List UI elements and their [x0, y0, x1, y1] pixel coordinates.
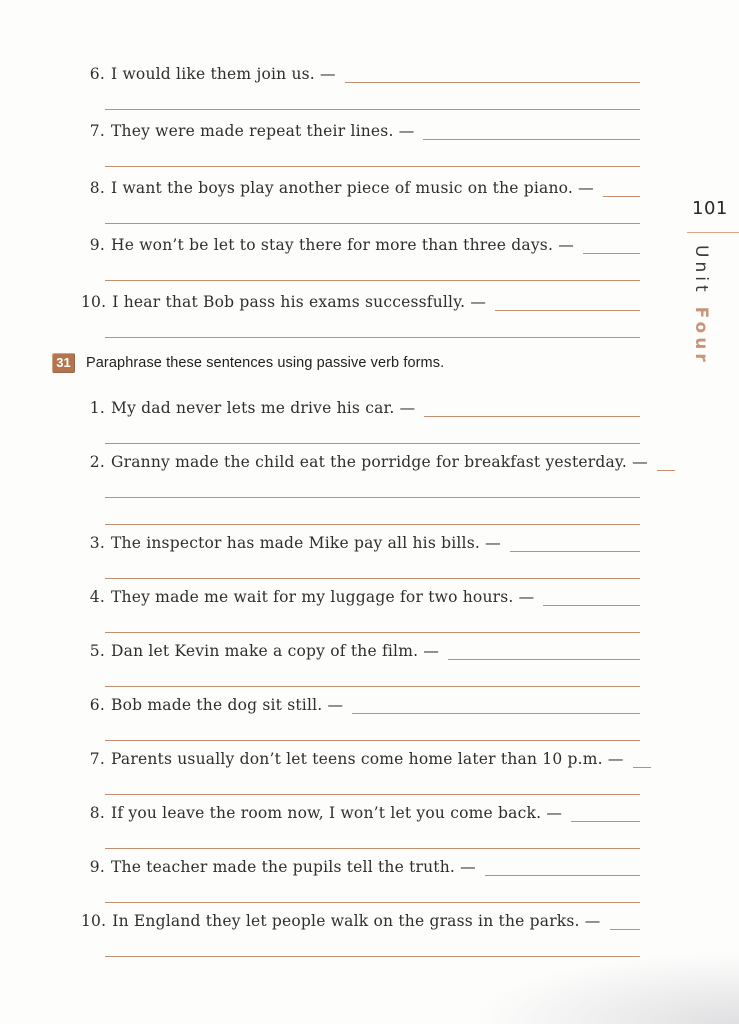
sentence-row: [81, 749, 640, 769]
item-sentence: If you leave the room now, I won’t let you come back. —: [111, 804, 563, 822]
answer-continuation-line: [105, 578, 640, 579]
answer-continuation-line: [105, 686, 640, 687]
answer-continuation-line: [105, 443, 640, 444]
sentence-row: [81, 292, 640, 312]
item-number: 10.: [81, 293, 107, 311]
answer-continuation-line: [105, 632, 640, 633]
answer-blank-line: [345, 82, 640, 83]
item-number: 4.: [89, 588, 105, 606]
exercise-item: [81, 64, 640, 110]
sentence-row: [81, 857, 640, 877]
sentence-row: [81, 587, 640, 607]
item-number: 9.: [89, 858, 105, 876]
sentence-row: [81, 803, 640, 823]
exercise-item: [81, 121, 640, 167]
page-content: [56, 0, 648, 965]
answer-continuation-line: [105, 109, 640, 110]
exercise-item: [81, 452, 648, 525]
answer-continuation-line: [105, 497, 640, 498]
answer-continuation-line: [105, 956, 640, 957]
answer-blank-line: [543, 605, 640, 606]
item-sentence: Granny made the child eat the porridge for breakfast yesterday. —: [111, 453, 648, 471]
item-number: 8.: [89, 179, 105, 197]
item-sentence: They were made repeat their lines. —: [111, 122, 415, 140]
exercise-item: [81, 178, 640, 224]
answer-continuation-line: [105, 337, 640, 338]
item-sentence: I would like them join us. —: [111, 65, 336, 83]
item-number: 3.: [89, 534, 105, 552]
exercise-31-header: [52, 352, 640, 374]
exercise-instruction: Paraphrase these sentences using passive verb forms.: [86, 355, 445, 371]
item-sentence: Bob made the dog sit still. —: [111, 696, 344, 714]
item-number: 7.: [89, 750, 105, 768]
sidebar-divider: [687, 232, 739, 233]
exercise-item: [81, 292, 640, 338]
item-sentence: I hear that Bob pass his exams successfully. —: [112, 293, 487, 311]
item-sentence: The teacher made the pupils tell the truth. —: [111, 858, 476, 876]
exercise-item: [81, 695, 640, 741]
sentence-row: [81, 695, 640, 715]
sentence-row: [81, 452, 648, 472]
answer-blank-line: [352, 713, 640, 714]
exercise-item: [81, 235, 640, 281]
exercise-31-items: [81, 398, 648, 957]
exercise-item: [81, 857, 640, 903]
sentence-row: [81, 64, 640, 84]
answer-continuation-line: [105, 902, 640, 903]
answer-blank-line: [510, 551, 640, 552]
answer-continuation-line: [105, 848, 640, 849]
page-number: 101: [692, 198, 728, 219]
answer-blank-line: [610, 929, 640, 930]
answer-blank-line: [657, 470, 675, 471]
unit-label: [691, 245, 711, 366]
item-number: 2.: [89, 453, 105, 471]
answer-continuation-line: [105, 740, 640, 741]
item-number: 8.: [89, 804, 105, 822]
answer-blank-line: [583, 253, 640, 254]
answer-blank-line: [423, 139, 640, 140]
unit-four-word: Four: [691, 306, 711, 366]
sentence-row: [81, 398, 640, 418]
item-number: 6.: [89, 65, 105, 83]
item-number: 5.: [89, 642, 105, 660]
item-number: 10.: [81, 912, 107, 930]
exercise-item: [81, 749, 640, 795]
item-sentence: They made me wait for my luggage for two hours. —: [111, 588, 535, 606]
item-sentence: My dad never lets me drive his car. —: [111, 399, 416, 417]
exercise-item: [81, 398, 640, 444]
item-sentence: Dan let Kevin make a copy of the film. —: [111, 642, 440, 660]
answer-blank-line: [424, 416, 640, 417]
item-number: 7.: [89, 122, 105, 140]
sentence-row: [81, 235, 640, 255]
answer-blank-line: [448, 659, 640, 660]
item-number: 9.: [89, 236, 105, 254]
item-sentence: The inspector has made Mike pay all his bills. —: [111, 534, 501, 552]
answer-blank-line: [571, 821, 640, 822]
item-sentence: In England they let people walk on the grass in the parks. —: [112, 912, 601, 930]
exercise-item: [81, 911, 640, 957]
answer-blank-line: [603, 196, 640, 197]
item-number: 1.: [89, 399, 105, 417]
sentence-row: [81, 121, 640, 141]
sentence-row: [81, 533, 640, 553]
answer-continuation-line: [105, 280, 640, 281]
exercise-item: [81, 803, 640, 849]
sentence-row: [81, 178, 640, 198]
exercise-30-items: [81, 64, 640, 338]
answer-blank-line: [633, 767, 651, 768]
answer-continuation-line: [105, 223, 640, 224]
answer-blank-line: [485, 875, 640, 876]
answer-continuation-line: [105, 524, 640, 525]
exercise-number-badge: 31: [52, 353, 75, 373]
answer-continuation-line: [105, 166, 640, 167]
item-number: 6.: [89, 696, 105, 714]
item-sentence: He won’t be let to stay there for more than three days. —: [111, 236, 574, 254]
sentence-row: [81, 911, 640, 931]
sentence-row: [81, 641, 640, 661]
unit-word: Unit: [691, 245, 711, 296]
answer-blank-line: [495, 310, 640, 311]
exercise-item: [81, 641, 640, 687]
answer-continuation-line: [105, 794, 640, 795]
exercise-item: [81, 533, 640, 579]
exercise-item: [81, 587, 640, 633]
item-sentence: I want the boys play another piece of music on the piano. —: [111, 179, 594, 197]
item-sentence: Parents usually don’t let teens come home later than 10 p.m. —: [111, 750, 624, 768]
